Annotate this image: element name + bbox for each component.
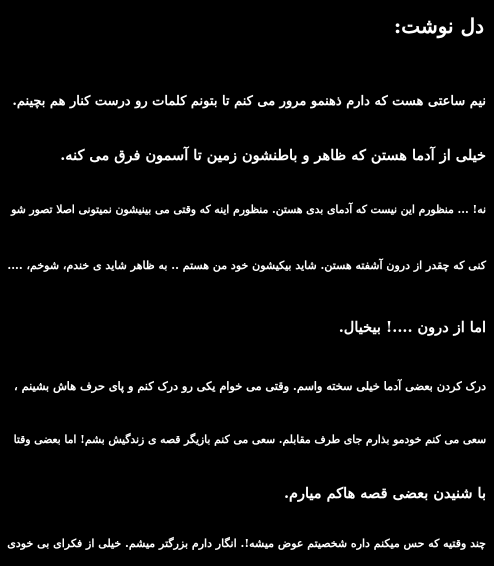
note-line-6: درک کردن بعضی آدما خیلی سخته واسم. وقتی می خوام یکی رو درک کنم و پای حرف هاش بشینم ، [14, 379, 486, 393]
note-line-2: خیلی از آدما هستن که ظاهر و باطنشون زمین تا آسمون فرق می کنه. [60, 147, 486, 164]
note-line-7: سعی می کنم خودمو بذارم جای طرف مقابلم. سعی می کنم بازیگر قصه ی زندگیش بشم! اما بعضی وقتا [13, 433, 486, 446]
note-line-8: با شنیدن بعضی قصه هاکم میارم. [283, 485, 486, 502]
note-line-5: اما از درون ....! بیخیال. [338, 319, 486, 336]
note-line-1: نیم ساعتی هست که دارم ذهنمو مرور می کنم تا بتونم کلمات رو درست کنار هم بچینم. [12, 94, 486, 109]
note-line-4: کنی که چقدر از درون آشفته هستن. شاید بیکیشون خود من هستم .. به ظاهر شاید ی خندم، شوخم، .... [7, 259, 486, 272]
note-line-9: چند وقتیه که حس میکنم داره شخصیتم عوض میشه!. انگار دارم بزرگتر میشم. خیلی از فکرای بی خودی [7, 537, 486, 550]
note-line-3: نه! ... منظورم این نیست که آدمای بدی هستن. منظورم اینه که وقتی می بینیشون نمیتونی اصلا تصور شو [11, 203, 486, 216]
note-title: دل نوشت: [393, 14, 484, 38]
